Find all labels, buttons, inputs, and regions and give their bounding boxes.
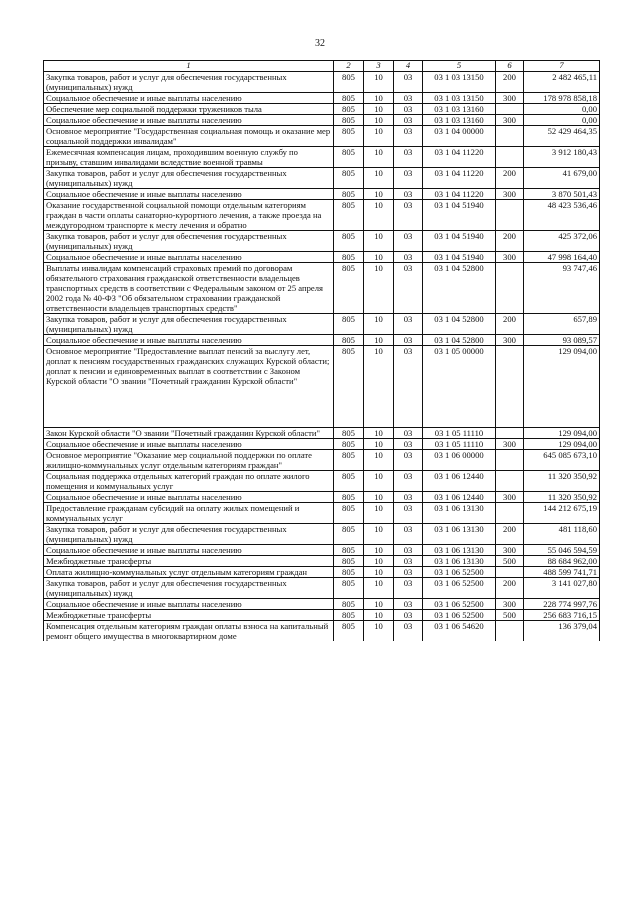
row-subsection-cell: 03 — [394, 599, 423, 610]
row-name-cell: Ежемесячная компенсация лицам, проходившим военную службу по призыву, ставшим инвалидами вследствие военной травмы — [44, 147, 334, 168]
row-name-cell: Социальная поддержка отдельных категорий граждан по оплате жилого помещения и коммунальных услуг — [44, 471, 334, 492]
row-amount-cell: 11 320 350,92 — [524, 492, 600, 503]
row-section-cell: 10 — [364, 147, 394, 168]
row-code-cell: 805 — [334, 200, 364, 231]
table-row — [44, 621, 600, 642]
table-row — [44, 93, 600, 104]
row-code-cell: 805 — [334, 599, 364, 610]
row-code-cell: 805 — [334, 567, 364, 578]
column-header: 7 — [524, 61, 600, 72]
column-header: 5 — [423, 61, 496, 72]
row-subsection-cell: 03 — [394, 556, 423, 567]
row-subsection-cell: 03 — [394, 439, 423, 450]
row-amount-cell: 425 372,06 — [524, 231, 600, 252]
row-section-cell: 10 — [364, 503, 394, 524]
row-amount-cell: 3 141 027,80 — [524, 578, 600, 599]
row-expense-type-cell: 300 — [496, 93, 524, 104]
row-section-cell: 10 — [364, 428, 394, 439]
row-expense-type-cell — [496, 346, 524, 428]
table-row — [44, 471, 600, 492]
row-amount-cell: 3 912 180,43 — [524, 147, 600, 168]
row-target-article-cell: 03 1 06 13130 — [423, 503, 496, 524]
row-expense-type-cell: 300 — [496, 492, 524, 503]
row-amount-cell: 0,00 — [524, 104, 600, 115]
row-name-cell: Оказание государственной социальной помощи отдельным категориям граждан в части оплаты санаторно-курортного лечения, а также проезда на междугородном транспорте к месту лечения и обратно — [44, 200, 334, 231]
row-target-article-cell: 03 1 06 12440 — [423, 471, 496, 492]
row-amount-cell: 256 683 716,15 — [524, 610, 600, 621]
row-code-cell: 805 — [334, 252, 364, 263]
row-name-cell: Предоставление гражданам субсидий на оплату жилых помещений и коммунальных услуг — [44, 503, 334, 524]
row-subsection-cell: 03 — [394, 346, 423, 428]
row-name-cell: Социальное обеспечение и иные выплаты населению — [44, 93, 334, 104]
row-expense-type-cell — [496, 471, 524, 492]
row-section-cell: 10 — [364, 545, 394, 556]
row-amount-cell: 2 482 465,11 — [524, 72, 600, 93]
row-subsection-cell: 03 — [394, 115, 423, 126]
row-amount-cell: 48 423 536,46 — [524, 200, 600, 231]
row-subsection-cell: 03 — [394, 72, 423, 93]
row-amount-cell: 129 094,00 — [524, 428, 600, 439]
row-subsection-cell: 03 — [394, 263, 423, 314]
row-subsection-cell: 03 — [394, 126, 423, 147]
row-target-article-cell: 03 1 03 13150 — [423, 72, 496, 93]
row-subsection-cell: 03 — [394, 450, 423, 471]
row-target-article-cell: 03 1 06 13130 — [423, 524, 496, 545]
row-name-cell: Социальное обеспечение и иные выплаты населению — [44, 492, 334, 503]
row-name-cell: Социальное обеспечение и иные выплаты населению — [44, 599, 334, 610]
row-section-cell: 10 — [364, 104, 394, 115]
row-code-cell: 805 — [334, 545, 364, 556]
row-expense-type-cell: 300 — [496, 189, 524, 200]
row-code-cell: 805 — [334, 439, 364, 450]
table-row — [44, 439, 600, 450]
row-name-cell: Социальное обеспечение и иные выплаты населению — [44, 252, 334, 263]
table-row — [44, 503, 600, 524]
row-name-cell: Обеспечение мер социальной поддержки тружеников тыла — [44, 104, 334, 115]
row-amount-cell: 55 046 594,59 — [524, 545, 600, 556]
row-target-article-cell: 03 1 06 52500 — [423, 610, 496, 621]
row-target-article-cell: 03 1 04 52800 — [423, 314, 496, 335]
row-target-article-cell: 03 1 03 13160 — [423, 104, 496, 115]
row-subsection-cell: 03 — [394, 503, 423, 524]
table-row — [44, 578, 600, 599]
row-code-cell: 805 — [334, 126, 364, 147]
row-expense-type-cell: 300 — [496, 545, 524, 556]
row-target-article-cell: 03 1 04 11220 — [423, 168, 496, 189]
row-name-cell: Выплаты инвалидам компенсаций страховых премий по договорам обязательного страхования гражданской ответственности владельцев транспортных средств в соответствии с Федеральным законом от 25 апреля 2002 года № 40-ФЗ "Об обязательном страховании гражданской ответственности владельцев транспортных средств" — [44, 263, 334, 314]
row-target-article-cell: 03 1 06 00000 — [423, 450, 496, 471]
table-row — [44, 252, 600, 263]
row-section-cell: 10 — [364, 599, 394, 610]
row-code-cell: 805 — [334, 93, 364, 104]
row-subsection-cell: 03 — [394, 610, 423, 621]
row-target-article-cell: 03 1 04 52800 — [423, 263, 496, 314]
row-name-cell: Закон Курской области "О звании "Почетный гражданин Курской области" — [44, 428, 334, 439]
row-section-cell: 10 — [364, 439, 394, 450]
row-amount-cell: 52 429 464,35 — [524, 126, 600, 147]
column-header: 4 — [394, 61, 423, 72]
row-code-cell: 805 — [334, 503, 364, 524]
row-name-cell: Межбюджетные трансферты — [44, 610, 334, 621]
row-subsection-cell: 03 — [394, 147, 423, 168]
row-name-cell: Оплата жилищно-коммунальных услуг отдельным категориям граждан — [44, 567, 334, 578]
row-code-cell: 805 — [334, 621, 364, 642]
table-row — [44, 567, 600, 578]
row-section-cell: 10 — [364, 471, 394, 492]
table-row — [44, 556, 600, 567]
row-expense-type-cell: 200 — [496, 168, 524, 189]
row-section-cell: 10 — [364, 200, 394, 231]
row-amount-cell: 144 212 675,19 — [524, 503, 600, 524]
table-row — [44, 610, 600, 621]
row-expense-type-cell: 200 — [496, 72, 524, 93]
row-target-article-cell: 03 1 03 13160 — [423, 115, 496, 126]
row-amount-cell: 47 998 164,40 — [524, 252, 600, 263]
row-target-article-cell: 03 1 06 54620 — [423, 621, 496, 642]
page-number: 32 — [315, 38, 325, 49]
row-amount-cell: 178 978 858,18 — [524, 93, 600, 104]
column-number-row — [44, 61, 600, 72]
row-subsection-cell: 03 — [394, 231, 423, 252]
row-section-cell: 10 — [364, 93, 394, 104]
row-target-article-cell: 03 1 04 11220 — [423, 147, 496, 168]
row-subsection-cell: 03 — [394, 492, 423, 503]
row-subsection-cell: 03 — [394, 578, 423, 599]
row-target-article-cell: 03 1 06 52500 — [423, 567, 496, 578]
row-expense-type-cell — [496, 428, 524, 439]
row-name-cell: Закупка товаров, работ и услуг для обеспечения государственных (муниципальных) нужд — [44, 72, 334, 93]
row-section-cell: 10 — [364, 450, 394, 471]
row-expense-type-cell — [496, 104, 524, 115]
row-name-cell: Социальное обеспечение и иные выплаты населению — [44, 115, 334, 126]
row-amount-cell: 488 599 741,71 — [524, 567, 600, 578]
row-subsection-cell: 03 — [394, 168, 423, 189]
row-target-article-cell: 03 1 05 11110 — [423, 439, 496, 450]
table-row — [44, 428, 600, 439]
row-amount-cell: 129 094,00 — [524, 346, 600, 428]
row-expense-type-cell — [496, 621, 524, 642]
row-code-cell: 805 — [334, 471, 364, 492]
row-code-cell: 805 — [334, 524, 364, 545]
row-name-cell: Закупка товаров, работ и услуг для обеспечения государственных (муниципальных) нужд — [44, 578, 334, 599]
row-amount-cell: 41 679,00 — [524, 168, 600, 189]
row-section-cell: 10 — [364, 578, 394, 599]
table-row — [44, 104, 600, 115]
row-expense-type-cell: 500 — [496, 556, 524, 567]
row-name-cell: Закупка товаров, работ и услуг для обеспечения государственных (муниципальных) нужд — [44, 314, 334, 335]
row-section-cell: 10 — [364, 524, 394, 545]
row-expense-type-cell: 300 — [496, 599, 524, 610]
table-row — [44, 314, 600, 335]
row-amount-cell: 481 118,60 — [524, 524, 600, 545]
row-code-cell: 805 — [334, 556, 364, 567]
row-target-article-cell: 03 1 04 51940 — [423, 231, 496, 252]
table-row — [44, 147, 600, 168]
row-target-article-cell: 03 1 06 13130 — [423, 556, 496, 567]
table-row — [44, 126, 600, 147]
row-name-cell: Закупка товаров, работ и услуг для обеспечения государственных (муниципальных) нужд — [44, 524, 334, 545]
column-header: 1 — [44, 61, 334, 72]
row-code-cell: 805 — [334, 492, 364, 503]
row-subsection-cell: 03 — [394, 428, 423, 439]
row-subsection-cell: 03 — [394, 93, 423, 104]
row-expense-type-cell: 500 — [496, 610, 524, 621]
row-expense-type-cell: 300 — [496, 439, 524, 450]
row-section-cell: 10 — [364, 567, 394, 578]
row-expense-type-cell — [496, 450, 524, 471]
row-amount-cell: 136 379,04 — [524, 621, 600, 642]
row-section-cell: 10 — [364, 168, 394, 189]
row-code-cell: 805 — [334, 168, 364, 189]
row-name-cell: Межбюджетные трансферты — [44, 556, 334, 567]
row-expense-type-cell: 300 — [496, 115, 524, 126]
row-expense-type-cell — [496, 200, 524, 231]
table-body — [44, 72, 600, 642]
table-row — [44, 168, 600, 189]
row-section-cell: 10 — [364, 231, 394, 252]
row-section-cell: 10 — [364, 263, 394, 314]
row-name-cell: Социальное обеспечение и иные выплаты населению — [44, 439, 334, 450]
row-code-cell: 805 — [334, 335, 364, 346]
row-subsection-cell: 03 — [394, 545, 423, 556]
table-row — [44, 189, 600, 200]
row-code-cell: 805 — [334, 72, 364, 93]
row-section-cell: 10 — [364, 115, 394, 126]
column-header: 3 — [364, 61, 394, 72]
row-target-article-cell: 03 1 05 11110 — [423, 428, 496, 439]
row-section-cell: 10 — [364, 335, 394, 346]
table-row — [44, 450, 600, 471]
row-target-article-cell: 03 1 06 52500 — [423, 599, 496, 610]
row-code-cell: 805 — [334, 428, 364, 439]
row-section-cell: 10 — [364, 252, 394, 263]
row-section-cell: 10 — [364, 72, 394, 93]
row-name-cell: Социальное обеспечение и иные выплаты населению — [44, 545, 334, 556]
table-row — [44, 545, 600, 556]
row-target-article-cell: 03 1 03 13150 — [423, 93, 496, 104]
row-amount-cell: 93 089,57 — [524, 335, 600, 346]
row-code-cell: 805 — [334, 104, 364, 115]
table-row — [44, 492, 600, 503]
row-amount-cell: 228 774 997,76 — [524, 599, 600, 610]
row-section-cell: 10 — [364, 556, 394, 567]
row-subsection-cell: 03 — [394, 104, 423, 115]
row-code-cell: 805 — [334, 147, 364, 168]
table-row — [44, 200, 600, 231]
row-code-cell: 805 — [334, 346, 364, 428]
row-expense-type-cell: 200 — [496, 231, 524, 252]
row-name-cell: Основное мероприятие "Предоставление выплат пенсий за выслугу лет, доплат к пенсиям государственных гражданских служащих Курской области; доплат к пенсии и единовременных выплат в соответствии с Законом Курской области "О звании "Почетный гражданин Курской области" — [44, 346, 334, 428]
row-amount-cell: 645 085 673,10 — [524, 450, 600, 471]
row-section-cell: 10 — [364, 189, 394, 200]
row-code-cell: 805 — [334, 314, 364, 335]
table-row — [44, 335, 600, 346]
column-header: 2 — [334, 61, 364, 72]
table-row — [44, 524, 600, 545]
row-code-cell: 805 — [334, 189, 364, 200]
row-name-cell: Закупка товаров, работ и услуг для обеспечения государственных (муниципальных) нужд — [44, 231, 334, 252]
row-section-cell: 10 — [364, 126, 394, 147]
row-expense-type-cell — [496, 263, 524, 314]
row-target-article-cell: 03 1 06 52500 — [423, 578, 496, 599]
row-expense-type-cell: 300 — [496, 335, 524, 346]
row-amount-cell: 129 094,00 — [524, 439, 600, 450]
row-code-cell: 805 — [334, 263, 364, 314]
row-expense-type-cell: 200 — [496, 314, 524, 335]
table-row — [44, 72, 600, 93]
row-section-cell: 10 — [364, 621, 394, 642]
row-target-article-cell: 03 1 04 51940 — [423, 252, 496, 263]
row-target-article-cell: 03 1 04 52800 — [423, 335, 496, 346]
row-target-article-cell: 03 1 04 11220 — [423, 189, 496, 200]
budget-table — [43, 60, 600, 641]
row-expense-type-cell: 200 — [496, 578, 524, 599]
row-code-cell: 805 — [334, 610, 364, 621]
row-amount-cell: 3 870 501,43 — [524, 189, 600, 200]
row-subsection-cell: 03 — [394, 200, 423, 231]
row-subsection-cell: 03 — [394, 189, 423, 200]
row-target-article-cell: 03 1 05 00000 — [423, 346, 496, 428]
row-subsection-cell: 03 — [394, 252, 423, 263]
row-subsection-cell: 03 — [394, 335, 423, 346]
row-section-cell: 10 — [364, 610, 394, 621]
row-expense-type-cell — [496, 503, 524, 524]
row-section-cell: 10 — [364, 346, 394, 428]
row-amount-cell: 0,00 — [524, 115, 600, 126]
row-target-article-cell: 03 1 06 13130 — [423, 545, 496, 556]
row-subsection-cell: 03 — [394, 471, 423, 492]
table-row — [44, 346, 600, 428]
table-row — [44, 599, 600, 610]
row-subsection-cell: 03 — [394, 524, 423, 545]
row-section-cell: 10 — [364, 492, 394, 503]
table-row — [44, 231, 600, 252]
row-name-cell: Социальное обеспечение и иные выплаты населению — [44, 189, 334, 200]
row-amount-cell: 11 320 350,92 — [524, 471, 600, 492]
row-target-article-cell: 03 1 06 12440 — [423, 492, 496, 503]
row-code-cell: 805 — [334, 231, 364, 252]
row-target-article-cell: 03 1 04 51940 — [423, 200, 496, 231]
row-name-cell: Основное мероприятие "Государственная социальная помощь и оказание мер социальной поддержки инвалидам" — [44, 126, 334, 147]
row-code-cell: 805 — [334, 115, 364, 126]
row-expense-type-cell — [496, 147, 524, 168]
row-expense-type-cell: 300 — [496, 252, 524, 263]
row-subsection-cell: 03 — [394, 621, 423, 642]
row-expense-type-cell — [496, 126, 524, 147]
row-code-cell: 805 — [334, 450, 364, 471]
row-name-cell: Компенсация отдельным категориям граждан оплаты взноса на капитальный ремонт общего имущества в многоквартирном доме — [44, 621, 334, 642]
row-code-cell: 805 — [334, 578, 364, 599]
row-target-article-cell: 03 1 04 00000 — [423, 126, 496, 147]
row-name-cell: Основное мероприятие "Оказание мер социальной поддержки по оплате жилищно-коммунальных услуг отдельным категориям граждан" — [44, 450, 334, 471]
row-expense-type-cell: 200 — [496, 524, 524, 545]
row-amount-cell: 93 747,46 — [524, 263, 600, 314]
column-header: 6 — [496, 61, 524, 72]
row-section-cell: 10 — [364, 314, 394, 335]
row-amount-cell: 88 684 962,00 — [524, 556, 600, 567]
row-subsection-cell: 03 — [394, 567, 423, 578]
table-row — [44, 115, 600, 126]
row-name-cell: Закупка товаров, работ и услуг для обеспечения государственных (муниципальных) нужд — [44, 168, 334, 189]
row-name-cell: Социальное обеспечение и иные выплаты населению — [44, 335, 334, 346]
row-subsection-cell: 03 — [394, 314, 423, 335]
row-amount-cell: 657,89 — [524, 314, 600, 335]
table-row — [44, 263, 600, 314]
row-expense-type-cell — [496, 567, 524, 578]
